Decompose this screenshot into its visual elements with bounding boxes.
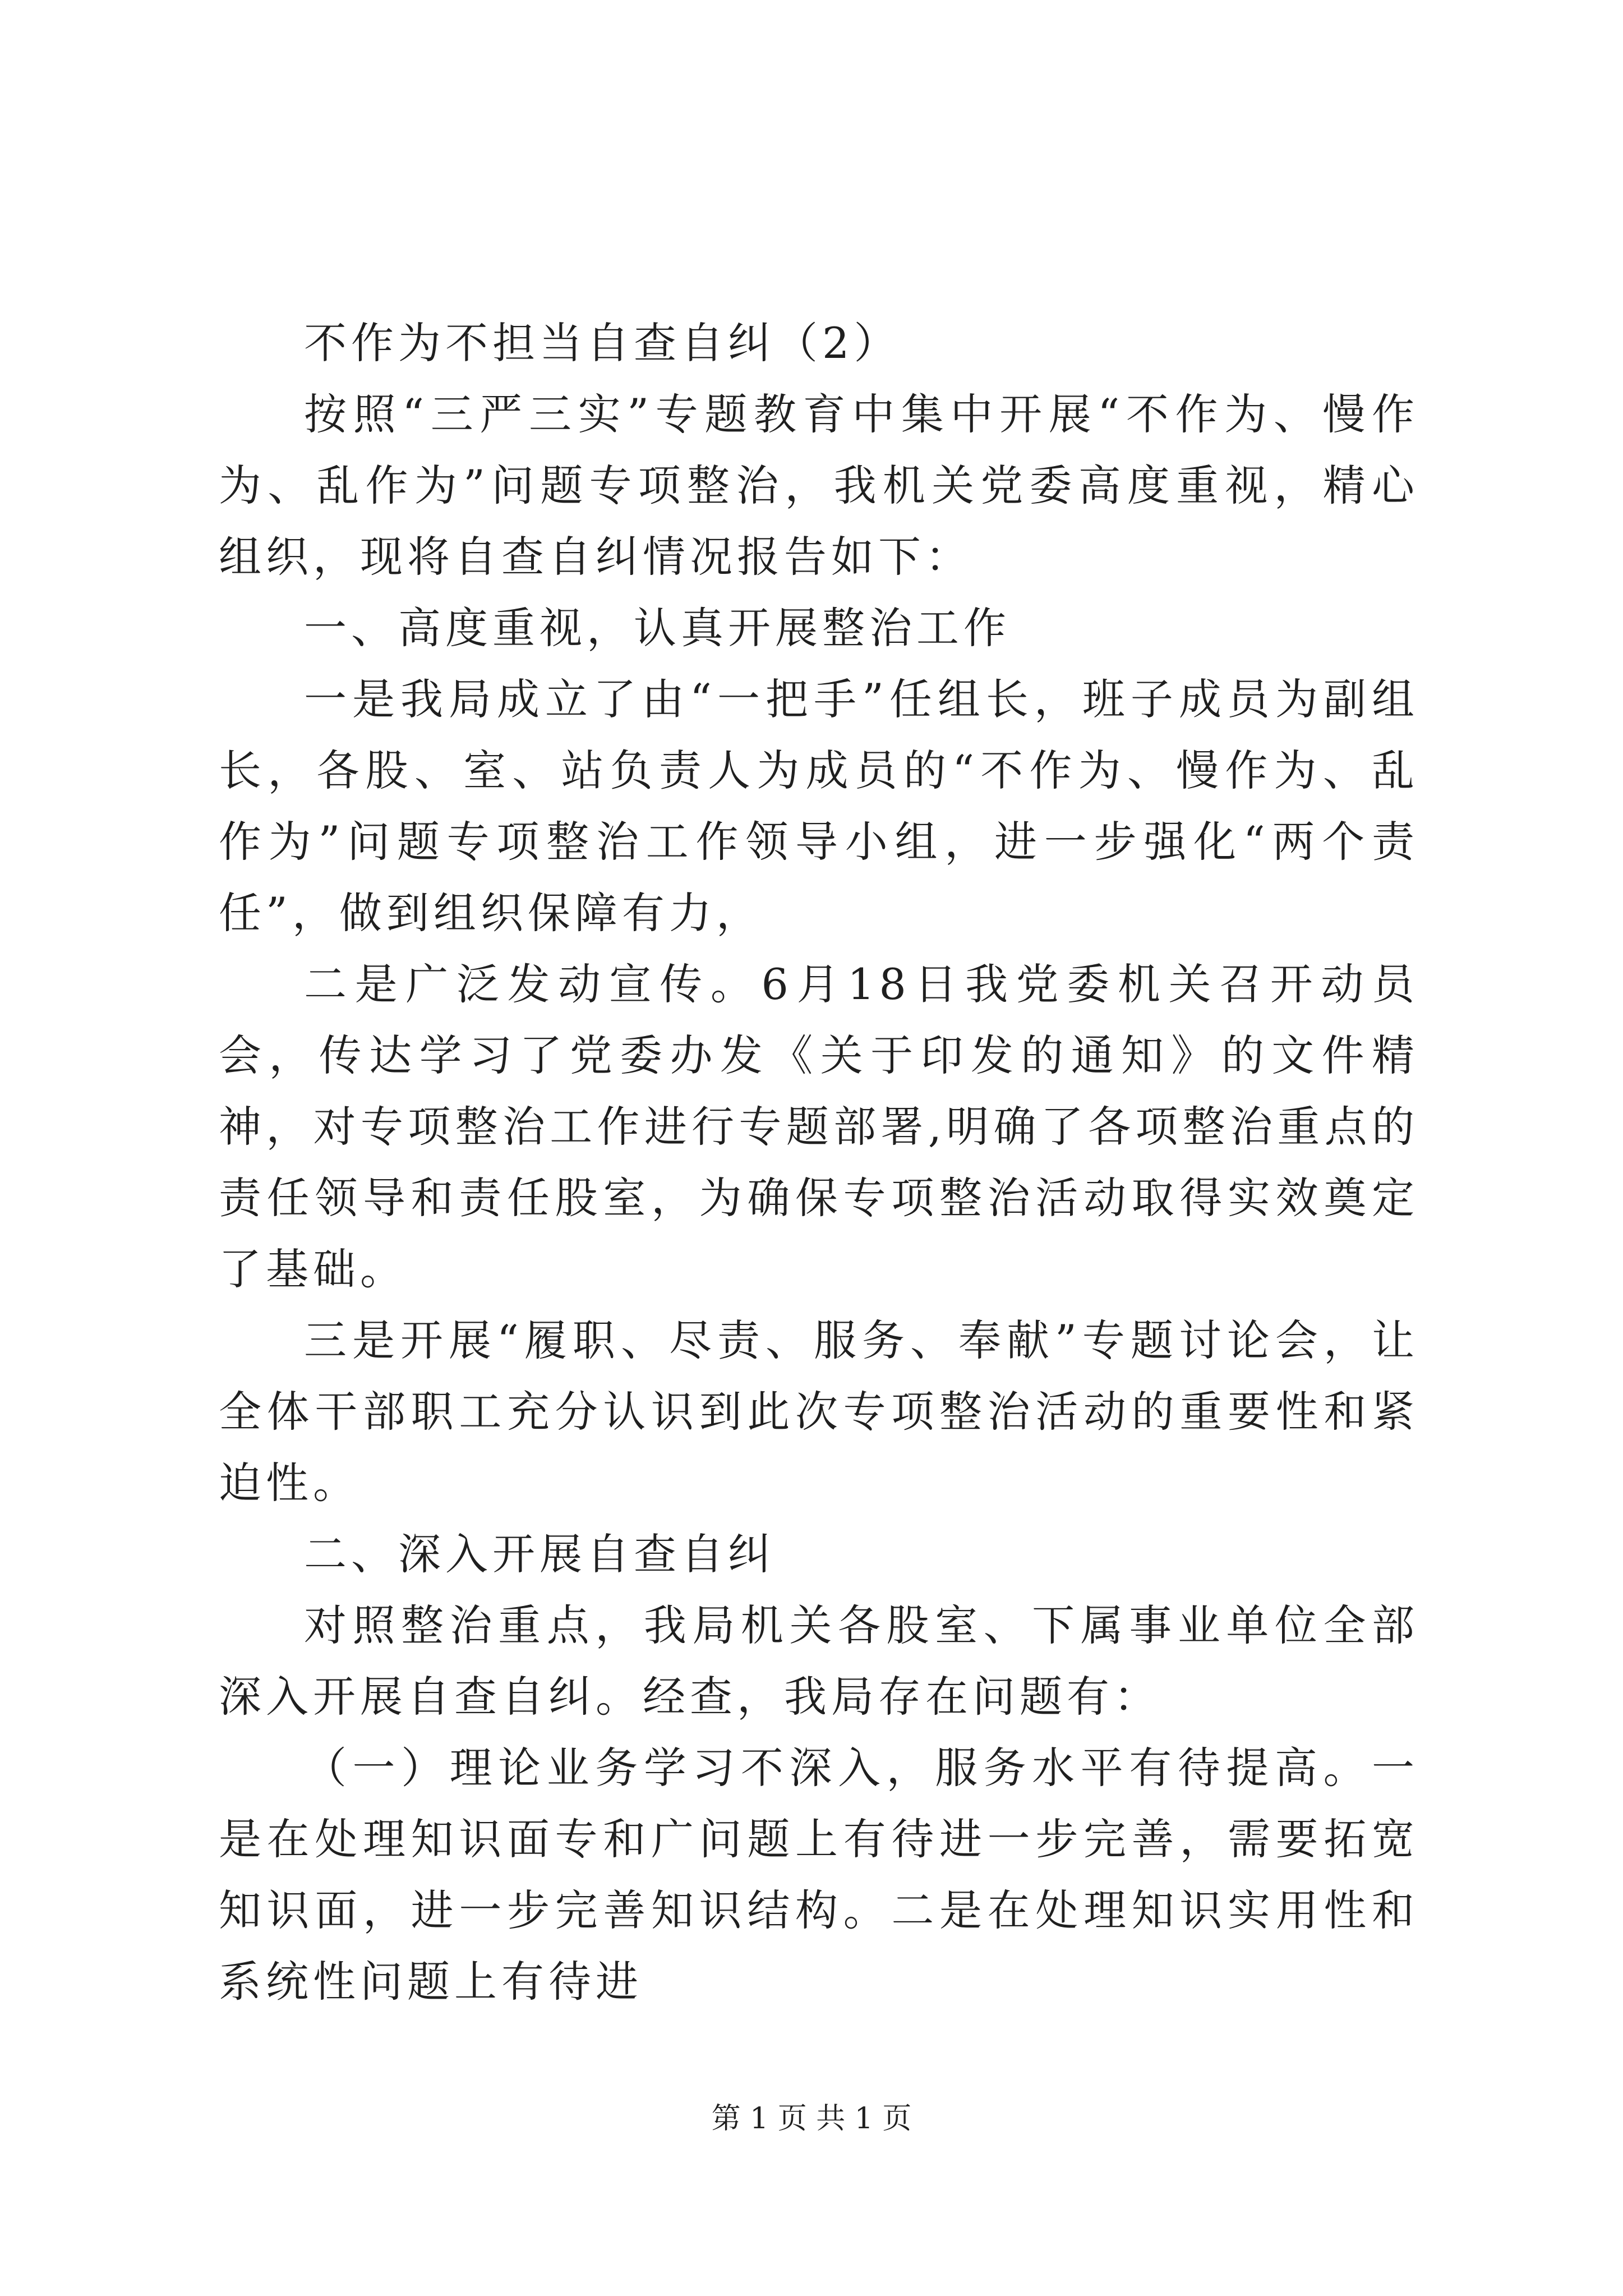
intro-paragraph: 按照“三严三实”专题教育中集中开展“不作为、慢作为、乱作为”问题专项整治，我机关党委高度重视，精心组织，现将自查自纠情况报告如下： (219, 389, 1419, 582)
paragraph-point-3: 三是开展“履职、尽责、服务、奉献”专题讨论会，让全体干部职工充分认识到此次专项整治活动的重要性和紧迫性。 (219, 1315, 1419, 1508)
page-number-footer: 第 1 页 共 1 页 (711, 2102, 912, 2136)
paragraph-point-2: 二是广泛发动宣传。6月18日我党委机关召开动员会，传达学习了党委办发《关于印发的通知》的文件精神，对专项整治工作进行专题部署,明确了各项整治重点的责任领导和责任股室，为确保专项整治活动取得实效奠定了基础。 (219, 959, 1419, 1294)
paragraph-issue-1: （一）理论业务学习不深入，服务水平有待提高。一是在处理知识面专和广问题上有待进一步完善，需要拓宽知识面，进一步完善知识结构。二是在处理知识实用性和系统性问题上有待进 (219, 1743, 1419, 2007)
section-heading-1: 一、高度重视，认真开展整治工作 (304, 603, 1011, 653)
section-heading-2: 二、深入开展自查自纠 (304, 1529, 775, 1579)
paragraph-point-1: 一是我局成立了由“一把手”任组长，班子成员为副组长，各股、室、站负责人为成员的“不作为、慢作为、乱作为”问题专项整治工作领导小组，进一步强化“两个责任”，做到组织保障有力， (219, 674, 1419, 938)
document-body (219, 307, 1419, 2017)
document-title: 不作为不担当自查自纠（2） (304, 318, 901, 368)
paragraph-self-check: 对照整治重点，我局机关各股室、下属事业单位全部深入开展自查自纠。经查，我局存在问题有： (219, 1600, 1419, 1722)
